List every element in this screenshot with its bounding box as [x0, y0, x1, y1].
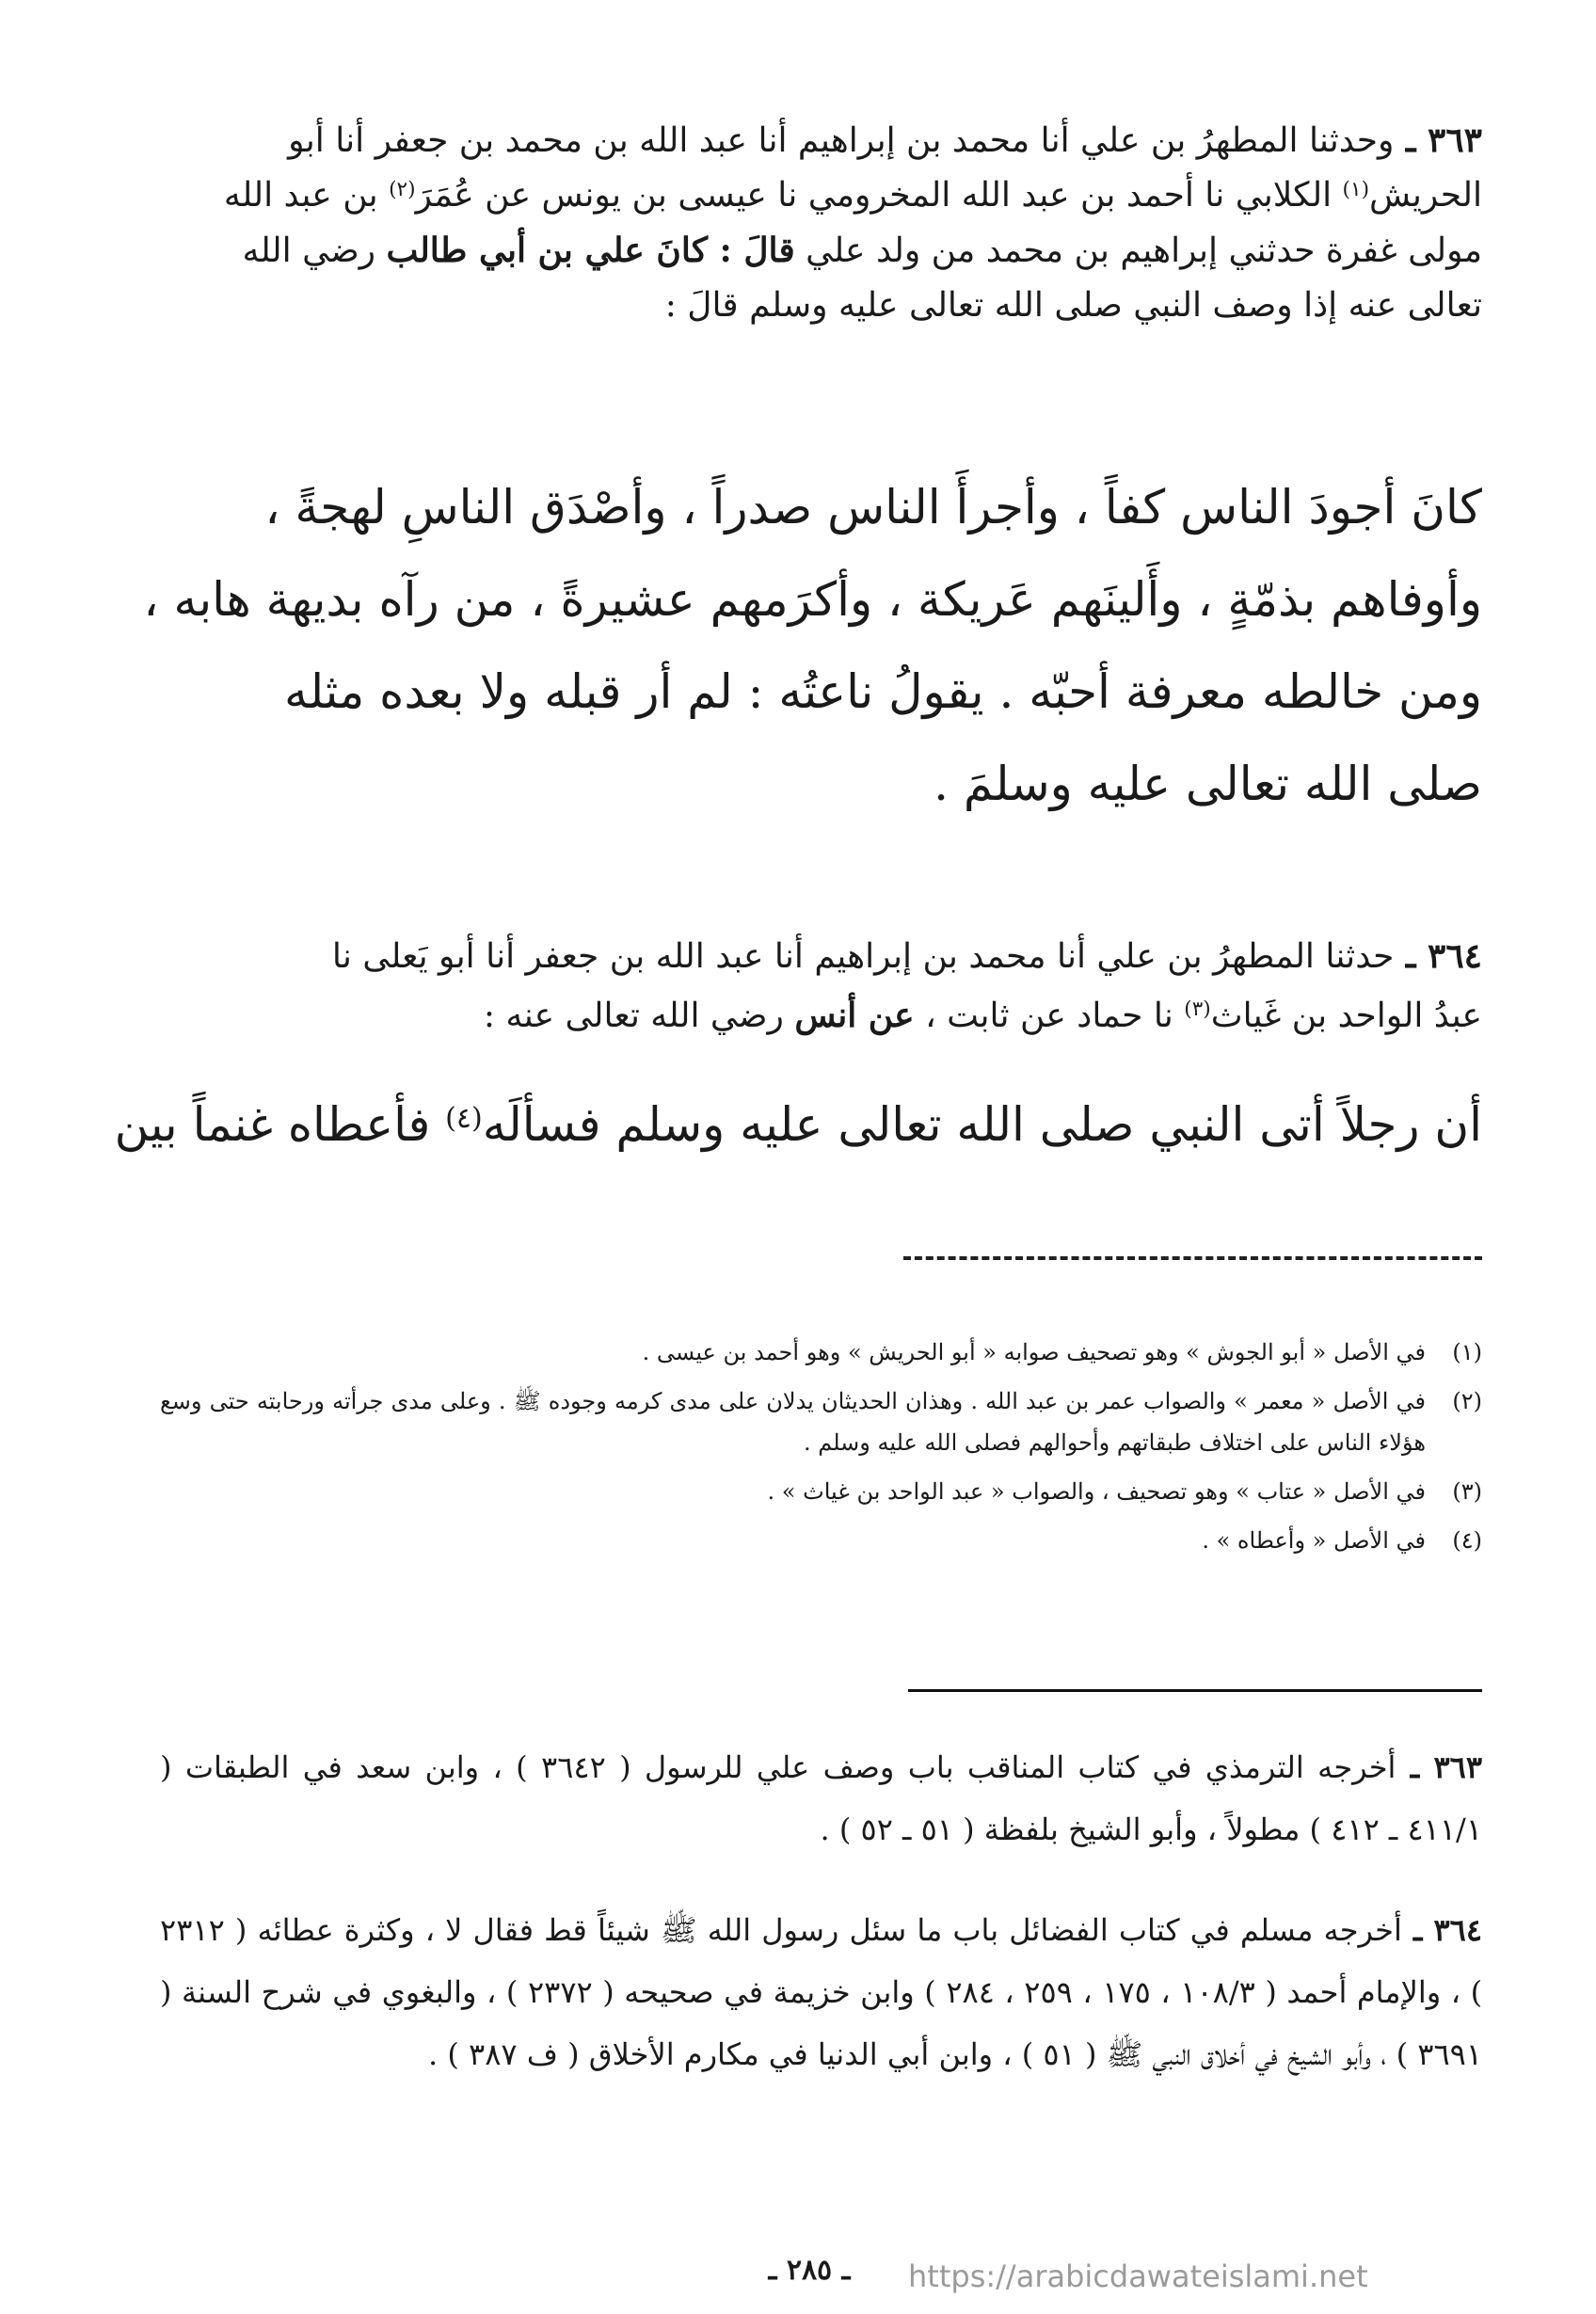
- footnote-number: (٢): [1452, 1388, 1482, 1414]
- isnad-text: وحدثنا المطهرُ بن علي أنا محمد بن إبراهيم أنا عبد الله بن محمد بن جعفر أنا أبو: [288, 121, 1395, 160]
- isnad-line: [174, 113, 1482, 168]
- hadith-363-matn: [143, 461, 1482, 830]
- footnote-text: في الأصل « أبو الجوش » وهو تصحيف صوابه « أبو الحريش » وهو أحمد بن عيسى .: [642, 1339, 1426, 1365]
- footnote-item: [160, 1380, 1482, 1463]
- takhrij-text: أخرجه مسلم في كتاب الفضائل باب ما سئل رسول الله ﷺ شيئاً قط فقال لا ، وكثرة عطائه ( ٢٣١٢ ) ، والإمام أحمد ( ١٠٨/٣ ، ١٧٥ ، ٢٥٩ ، ٢٨٤ ) وابن خزيمة في صحيحه ( ٢٣٧٢ ) ، والبغوي في شرح السنة ( ٣٦٩١ ) ، وأبو الشيخ في أخلاق النبي ﷺ ( ٥١ ) ، وابن أبي الدنيا في مكارم الأخلاق ( ف ٣٨٧ ) .: [160, 1912, 1483, 2072]
- matn-line: ومن خالطه معرفة أحبّه . يقولُ ناعتُه : لم أر قبله ولا بعده مثله: [284, 664, 1482, 719]
- isnad-line: [174, 168, 1482, 223]
- narrator-highlight: عن أنس: [794, 996, 915, 1035]
- footnote-text: في الأصل « معمر » والصواب عمر بن عبد الله . وهذان الحديثان يدلان على مدى كرمه وجوده ﷺ . وعلى مدى جرأته ورحابته حتى وسع هؤلاء الناس على اختلاف طبقاتهم وأحوالهم فصلى الله عليه وسلم .: [160, 1388, 1426, 1456]
- footnote-text: في الأصل « وأعطاه » .: [1202, 1527, 1426, 1554]
- footnote-text: في الأصل « عتاب » وهو تصحيف ، والصواب « عبد الواحد بن غياث » .: [767, 1478, 1426, 1505]
- isnad-text: بن عبد الله: [223, 176, 390, 215]
- footnote-separator-dashed: [903, 1256, 1482, 1260]
- isnad-text: تعالى عنه إذا وصف النبي صلى الله تعالى عليه وسلم قالَ :: [664, 286, 1482, 325]
- footnote-number: (٣): [1452, 1478, 1482, 1505]
- takhrij-separator-rule: [908, 1689, 1482, 1692]
- matn-line: وأوفاهم بذمّةٍ ، وأَلينَهم عَريكة ، وأكرَمهم عشيرةً ، من رآه بديهة هابه ،: [143, 572, 1482, 627]
- page-number: ـ ٢٨٥ ـ: [768, 2254, 851, 2287]
- hadith-number: ٣٦٣ ـ: [1394, 120, 1482, 160]
- narrator-highlight: قالَ : كانَ علي بن أبي طالب: [386, 231, 795, 270]
- hadith-364-matn: [114, 1082, 1482, 1167]
- footnote-item: [160, 1471, 1482, 1512]
- footnote-item: [160, 1332, 1482, 1373]
- takhrij-364: [160, 1899, 1482, 2085]
- isnad-text: مولى غفرة حدثني إبراهيم بن محمد من ولد علي: [794, 231, 1482, 270]
- hadith-number: ٣٦٤ ـ: [1394, 936, 1482, 976]
- footnote-ref[interactable]: (٣): [1184, 997, 1211, 1021]
- footnotes: [160, 1332, 1482, 1569]
- isnad-line: [174, 986, 1482, 1045]
- isnad-text: الحريش: [1369, 176, 1482, 215]
- footnote-ref[interactable]: (١): [1342, 178, 1369, 201]
- isnad-text: رضي الله تعالى عنه :: [483, 997, 795, 1035]
- isnad-line: [174, 927, 1482, 986]
- matn-line: [114, 1082, 1482, 1167]
- isnad-text: حدثنا المطهرُ بن علي أنا محمد بن إبراهيم أنا عبد الله بن جعفر أنا أبو يَعلى نا: [331, 937, 1395, 976]
- footnote-ref[interactable]: (٢): [389, 178, 416, 201]
- footnote-number: (١): [1452, 1339, 1482, 1365]
- watermark-url[interactable]: https://arabicdawateislami.net: [908, 2258, 1368, 2294]
- isnad-text: الكلابي نا أحمد بن عبد الله المخرومي نا عيسى بن يونس عن عُمَرَ: [415, 176, 1343, 215]
- hadith-363-isnad: [174, 113, 1482, 333]
- takhrij-number: ٣٦٣ ـ: [1396, 1749, 1483, 1785]
- isnad-line: [174, 279, 1482, 333]
- footnote-number: (٤): [1452, 1527, 1482, 1554]
- matn-text: أن رجلاً أتى النبي صلى الله تعالى عليه وسلم فسألَه: [482, 1097, 1482, 1152]
- takhrij-text: أخرجه الترمذي في كتاب المناقب باب وصف علي للرسول ( ٣٦٤٢ ) ، وابن سعد في الطبقات ( ٤١١/١ ـ ٤١٢ ) مطولاً ، وأبو الشيخ بلفظة ( ٥١ ـ ٥٢ ) .: [160, 1749, 1482, 1847]
- footnote-ref[interactable]: (٤): [445, 1102, 483, 1135]
- hadith-364-isnad: [174, 927, 1482, 1045]
- matn-text: فأعطاه غنماً بين: [114, 1097, 446, 1152]
- isnad-text: عبدُ الواحد بن غَياث: [1210, 997, 1482, 1035]
- takhrij-363: [160, 1736, 1482, 1860]
- matn-line: كانَ أجودَ الناس كفاً ، وأجرأَ الناس صدراً ، وأصْدَق الناسِ لهجةً ،: [264, 480, 1482, 535]
- isnad-text: رضي الله: [242, 231, 387, 270]
- takhrij-number: ٣٦٤ ـ: [1401, 1912, 1483, 1948]
- isnad-text: نا حماد عن ثابت ،: [914, 997, 1185, 1035]
- isnad-line: [174, 223, 1482, 279]
- footnote-item: [160, 1520, 1482, 1561]
- matn-line: صلى الله تعالى عليه وسلمَ .: [934, 757, 1482, 811]
